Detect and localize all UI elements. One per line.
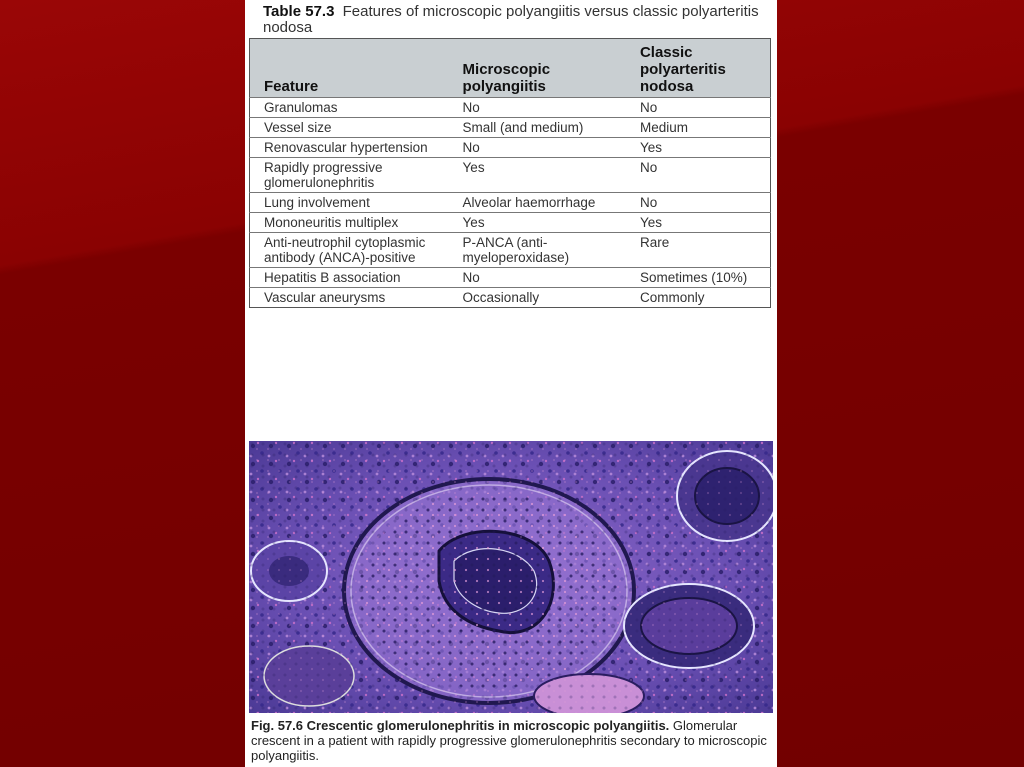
micrograph-image [249, 441, 773, 713]
cell-mpa: Yes [449, 213, 626, 233]
table-row [250, 213, 771, 233]
figure-caption [251, 718, 771, 763]
cell-feature: Vascular aneurysms [250, 288, 449, 308]
figure-label: Fig. 57.6 [251, 718, 304, 733]
cell-mpa: No [449, 138, 626, 158]
table-caption [263, 4, 768, 36]
figure-title: Crescentic glomerulonephritis in microscopic polyangiitis. [306, 718, 670, 733]
table-row [250, 268, 771, 288]
table-row [250, 288, 771, 308]
cell-pan: Commonly [626, 288, 771, 308]
table-title: Features of microscopic polyangiitis versus classic polyarteritis nodosa [263, 3, 759, 36]
cell-mpa: Small (and medium) [449, 118, 626, 138]
cell-feature: Lung involvement [250, 193, 449, 213]
cell-mpa: Occasionally [449, 288, 626, 308]
cell-pan: Rare [626, 233, 771, 268]
cell-feature: Mononeuritis multiplex [250, 213, 449, 233]
cell-pan: No [626, 193, 771, 213]
table-header-row [250, 39, 771, 98]
table-row [250, 138, 771, 158]
header-microscopic-polyangiitis: Microscopic polyangiitis [449, 39, 626, 98]
table-row [250, 158, 771, 193]
table-row [250, 118, 771, 138]
cell-feature: Renovascular hypertension [250, 138, 449, 158]
cell-pan: Sometimes (10%) [626, 268, 771, 288]
cell-feature: Vessel size [250, 118, 449, 138]
table-row [250, 233, 771, 268]
table-row [250, 193, 771, 213]
cell-mpa: P-ANCA (anti-myeloperoxidase) [449, 233, 626, 268]
cell-pan: Yes [626, 213, 771, 233]
cell-pan: No [626, 158, 771, 193]
cell-feature: Hepatitis B association [250, 268, 449, 288]
cell-mpa: No [449, 268, 626, 288]
cell-mpa: Alveolar haemorrhage [449, 193, 626, 213]
cell-pan: Yes [626, 138, 771, 158]
textbook-page [245, 0, 777, 767]
cell-pan: Medium [626, 118, 771, 138]
figure-caption-text: Glomerular crescent in a patient with rapidly progressive glomerulonephritis secondary to microscopic polyangiitis. [251, 718, 767, 763]
cell-feature: Anti-neutrophil cytoplasmic antibody (ANCA)-positive [250, 233, 449, 268]
cell-pan: No [626, 98, 771, 118]
cell-mpa: Yes [449, 158, 626, 193]
header-feature: Feature [250, 39, 449, 98]
cell-feature: Rapidly progressive glomerulonephritis [250, 158, 449, 193]
table-number: Table 57.3 [263, 3, 335, 20]
header-classic-pan: Classic polyarteritis nodosa [626, 39, 771, 98]
table-row [250, 98, 771, 118]
comparison-table [249, 38, 771, 308]
cell-feature: Granulomas [250, 98, 449, 118]
cell-mpa: No [449, 98, 626, 118]
